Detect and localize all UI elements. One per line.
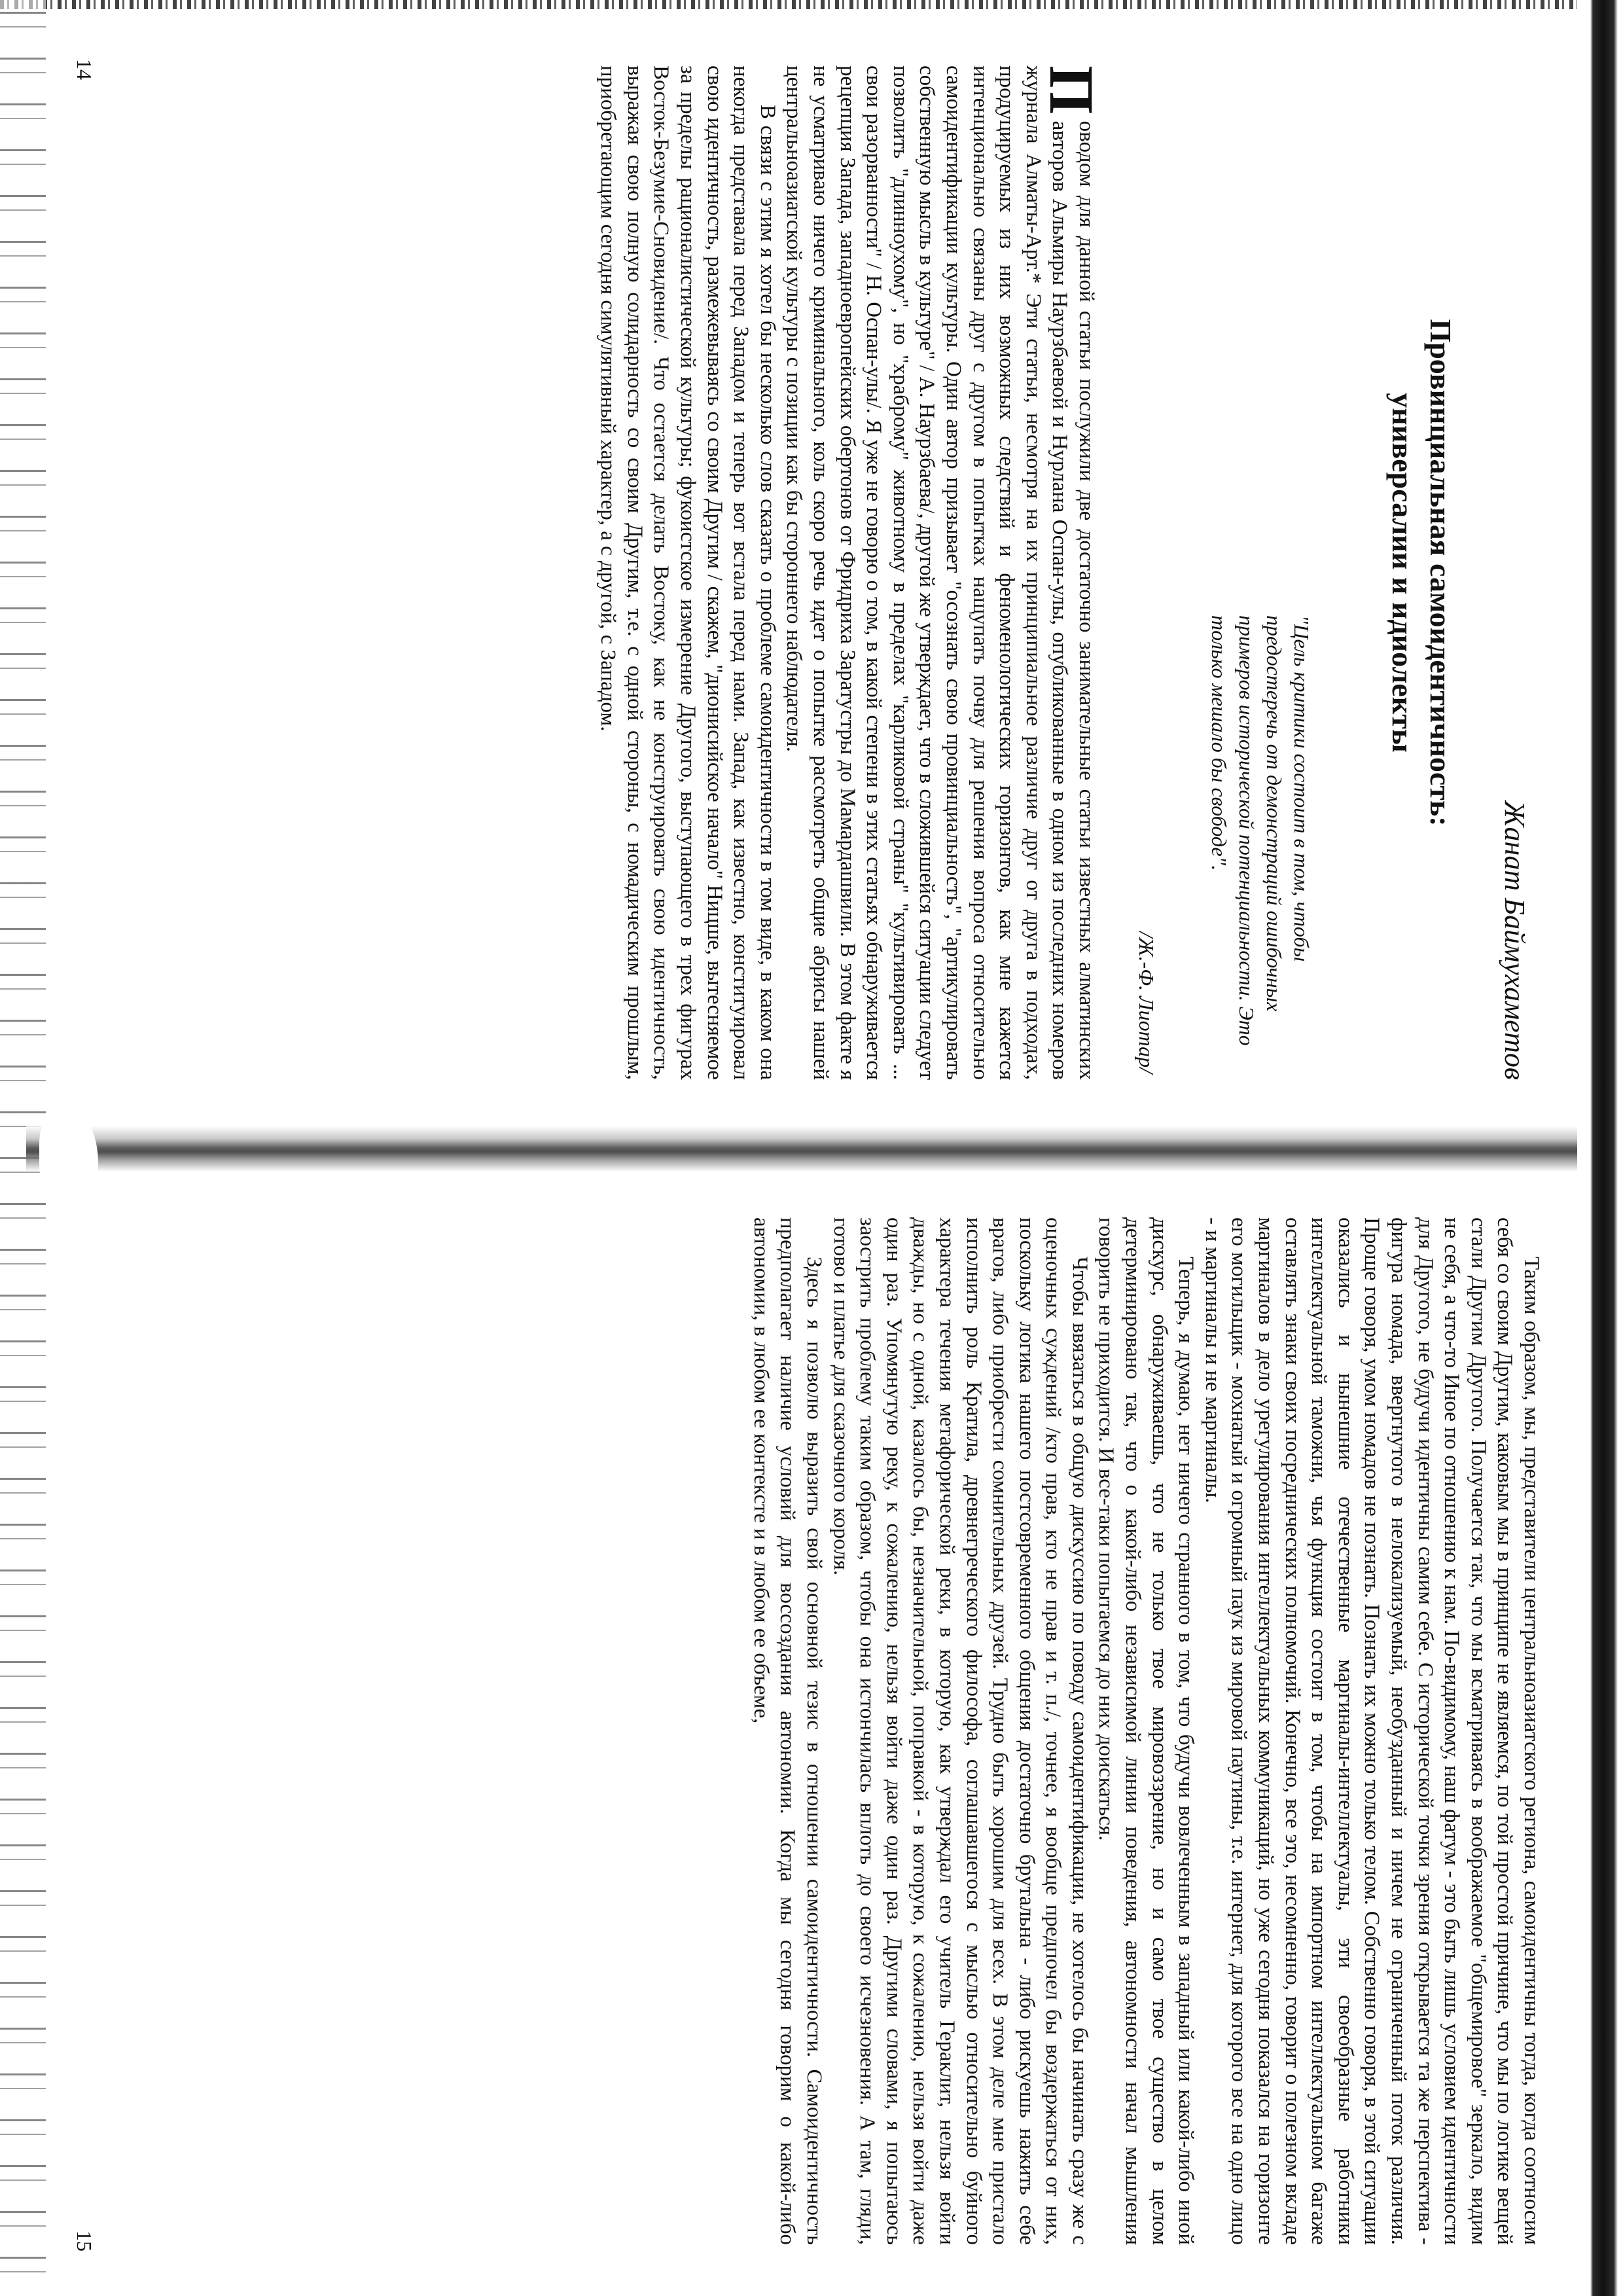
paragraph: Теперь, я думаю, нет ничего странного в том, что будучи вовлеченным в западный или какой-либо иной дискурс, обнаруживаешь, что не только твое мировоззрение, но и само твое существо в целом детерминировано так, что о какой-либо независимой линии поведения, автономности начал мышления говорить не приходится. И все-таки попытаемся до них доискаться. [1094, 1217, 1198, 2245]
author-name: Жанат Баймухаметов [1499, 800, 1531, 1080]
paragraph-text: оводом для данной статьи послужили две достаточно занимательные статьи известных алматинских авторов Альмиры Наурзбаевой и Нурлана Оспан-улы, опубликованные в одном из последних номеров журнала Алматы-Арт.* Эти статьи, несмотря на их принципиальное различие друг от друга в подходах, продуцируемых из них возможных следствий и феноменологических горизонтов, как мне кажется интенционально связаны друг с другом в попытках нащупать почву для решения вопроса относительно самоидентификации культуры. Один автор призывает "осознать свою провинциальность", "артикулировать собственную мысль в культуре" / А. Наурзбаева/, другой же утверждает, что в сложившейся ситуации следует позволить "длинноухому", но "храброму" животному в пределах "карликовой страны" "культивировать ... свои разорванности" / Н. Оспан-улы/. Я уже не говорю о том, в какой степени в этих статьях обнаруживается рецепция Запада, западноевропейских обертонов от Фридриха Заратустры до Мамардашвили. В этом факте я не усматриваю ничего криминального, коль скоро речь идет о попытке рассмотреть общие абрисы нашей центральноазиатской культуры с позиции как бы стороннего наблюдателя. [782, 65, 1098, 1080]
paragraph: В связи с этим я хотел бы несколько слов сказать о проблеме самоидентичности в том виде, в каком она некогда представала перед Западом и теперь вот встала перед нами. Запад, как известно, конституировал свою идентичность, размежевываясь со своим Другим / скажем, "дионисийское начало" Ницше, вытесняемое за пределы рационалистической культуры; фукоистское измерение Другого, выступающего в трех фигурах Восток-Безумие-Сновидение/. Что остается делать Востоку, как не конструировать свою идентичность, выражая свою полную солидарность со своим Другим, т.е. с одной стороны, с номадическим прошлым, приобретающим сегодня симулятивный характер, а с другой, с Западом. [596, 65, 779, 1080]
title-line-2: универсалии и идиолекты [1386, 393, 1419, 753]
paragraph [781, 65, 1107, 1080]
rotated-book-spread [46, 52, 1590, 2265]
drop-cap: П [1037, 65, 1107, 115]
paragraph: Таким образом, мы, представители центральноазиатского региона, самоидентичны тогда, когда соотносим себя со своим Другим, каковым мы в принципе не являемся, по той простой причине, что мы по логике вещей стали Другим Другого. Получается так, что мы всматриваясь в воображаемое "общемировое" зеркало, видим не себя, а что-то Иное по отношению к нам. По-видимому, наш фатум - это быть лишь условием идентичности для Другого, не будучи идентичны самим себе. С исторической точки зрения открывается та же перспектива - фигура номада, ввергнутого в нелокализуемый, необузданный и ничем не ограниченный поток различия. Проще говоря, умом номадов не познать. Познать их можно только телом. Собственно говоря, в этой ситуации оказались и нынешние отечественные маргиналы-интеллектуалы, эти своеобразные работники интеллектуальной таможни, чья функция состоит в том, чтобы на импортном интеллектуальном багаже оставлять знаки своих посреднических полномочий. Конечно, все это, несомненно, говорит о полезном вкладе маргиналов в дело урегулирования интеллектуальных коммуникаций, но уже сегодня показался на горизонте его могильщик - мохнатый и огромный паук из мировой паутины, т.е. интернет, для которого все на одно лицо - и маргиналы и не маргиналы. [1200, 1217, 1543, 2245]
body-text [595, 65, 1107, 1080]
title-line-1: Провинциальная самоидентичность: [1424, 319, 1457, 827]
page-14 [46, 52, 1590, 1093]
body-text [747, 1217, 1544, 2245]
epigraph-author: /Ж.-Ф. Лиотар/ [1135, 931, 1158, 1073]
page-number: 14 [73, 59, 96, 80]
scan-edge-top [0, 0, 1623, 9]
paragraph: Чтобы ввязаться в общую дискуссию по поводу самоидентификации, не хотелось бы начинать сразу же с оценочных суждений /кто прав, кто не прав и т. п./, точнее, я вообще предпочел бы воздержаться от них, поскольку логика нашего постсовременного общения достаточно брутальна - либо рискуешь нажить себе врагов, либо приобрести сомнительных друзей. Трудно быть хорошим для всех. В этом деле мне пристало исполнить роль Кратила, древнегреческого философа, соглашавшегося с мыслью относительно буйного характера течения метафорической реки, в которую, как утверждал его учитель Гераклит, нельзя войти дважды, но с одной, казалось бы, незначительной, поправкой - в которую, к сожалению, нельзя войти даже один раз. Упомянутую реку, к сожалению, нельзя войти даже один раз. Другими словами, я попытаюсь заострить проблему таким образом, чтобы она истончилась вплоть до своего исчезновения. А там, гляди, готово и платье для сказочного короля. [829, 1217, 1092, 2245]
page-number: 15 [73, 2231, 96, 2251]
paragraph: Здесь я позволю выразить свой основной тезис в отношении самоидентичности. Самоидентичность предполагает наличие условий для воссоздания автономии. Когда мы сегодня говорим о какой-либо автономии, в любом ее контексте и в любом ее объеме, [749, 1217, 826, 2245]
page-15 [46, 1204, 1590, 2258]
article-title [1383, 52, 1459, 1093]
epigraph: "Цель критики состоит в том, чтобы предостеречь от демонстраций ошибочных примеров исторической потенциальности. Это только мешало бы свободе". [1207, 615, 1313, 1046]
